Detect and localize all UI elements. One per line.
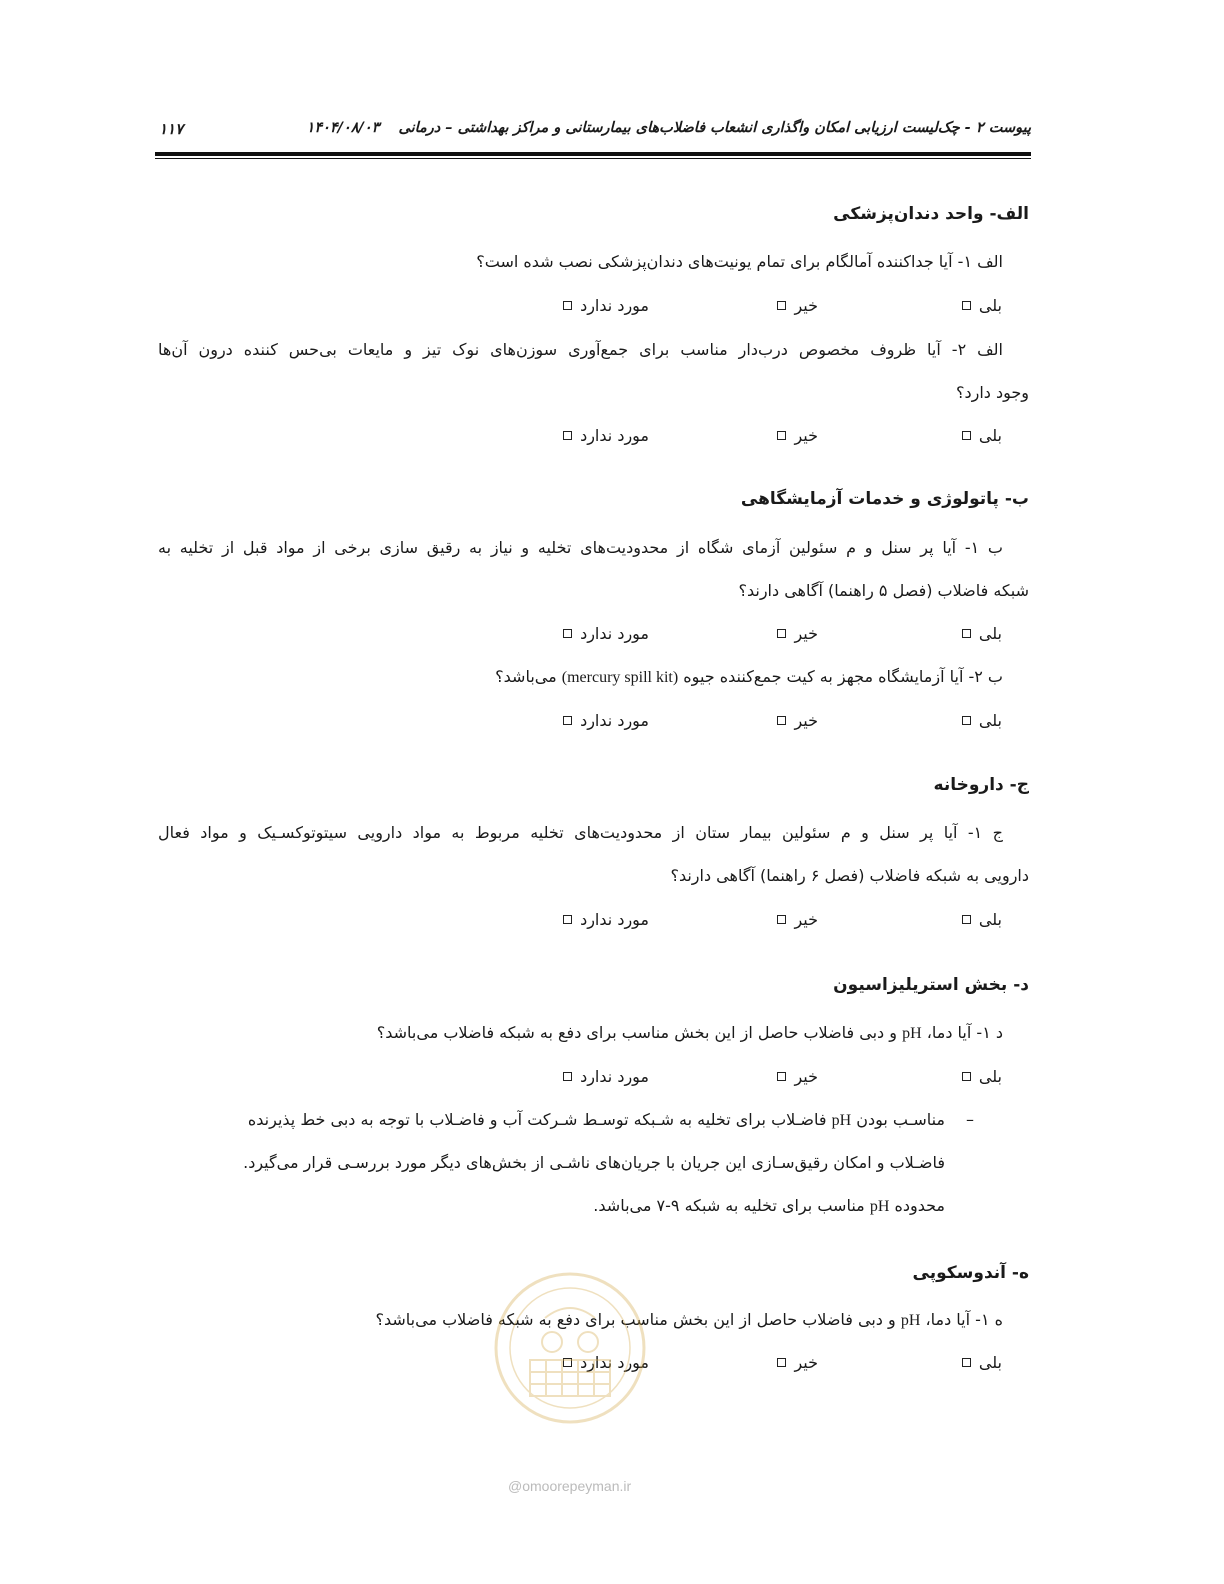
option-no-a1[interactable] <box>777 296 818 315</box>
question-e1 <box>376 1310 1004 1330</box>
option-no-a2[interactable] <box>777 426 818 445</box>
question-a2-line2: وجود دارد؟ <box>955 383 1029 402</box>
page-number: ۱۱۷ <box>159 120 184 138</box>
option-yes-c1[interactable] <box>962 910 1002 929</box>
section-d-heading: د- بخش استریلیزاسیون <box>833 975 1029 995</box>
option-yes-a1[interactable] <box>962 296 1002 315</box>
watermark-seal-icon <box>490 1268 650 1428</box>
option-no-d1[interactable] <box>777 1067 818 1086</box>
question-a1: الف ۱- آیا جداکننده آمالگام برای تمام یونیت‌های دندان‌پزشکی نصب شده است؟ <box>476 252 1003 271</box>
option-no-b1[interactable] <box>777 624 818 643</box>
question-d1-ph: pH <box>902 1025 922 1042</box>
note-d-line2: فاضـلاب و امکان رقیق‌سـازی این جریان با جریان‌های ناشـی از بخش‌های دیگر مورد بررسـی قرار می‌گیرد. <box>243 1153 945 1172</box>
question-b2-english: (mercury spill kit) <box>561 669 679 686</box>
header-rule-thin <box>155 158 1031 159</box>
watermark-text: @omoorepeyman.ir <box>508 1478 632 1494</box>
option-na-label: مورد ندارد <box>580 426 649 445</box>
option-na-label: مورد ندارد <box>580 1067 649 1086</box>
option-na-label: مورد ندارد <box>580 1353 649 1372</box>
note-d-line3-text: محدوده <box>894 1196 945 1215</box>
question-a2-line1: الف ۲- آیا ظروف مخصوص درب‌دار مناسب برای جمع‌آوری سوزن‌های نوک تیز و مایعات بی‌حس کننده درون آن‌ها <box>158 340 1004 359</box>
question-b1-line1: ب ۱- آیا پر سنل و م سئولین آزمای شگاه از محدودیت‌های تخلیه و نیاز به رقیق سازی برخی از مواد قبل از تخلیه به <box>158 538 1003 557</box>
section-e-heading: ه- آندوسکوپی <box>912 1263 1029 1283</box>
question-d1 <box>377 1023 1003 1043</box>
question-b2 <box>495 667 1003 687</box>
question-b2-text: ب ۲- آیا آزمایشگاه مجهز به کیت جمع‌کننده جیوه <box>683 667 1003 686</box>
option-na-c1[interactable] <box>563 910 649 929</box>
option-na-b1[interactable] <box>563 624 649 643</box>
header-date: ۱۴۰۴/۰۸/۰۳ <box>306 120 380 136</box>
checkbox-icon[interactable] <box>777 1072 786 1081</box>
note-d-line1-suffix: فاضـلاب برای تخلیه به شـبکه توسـط شـرکت آب و فاضـلاب با توجه به دبی خط پذیرنده <box>247 1110 827 1129</box>
checkbox-icon[interactable] <box>962 301 971 310</box>
option-na-label: مورد ندارد <box>580 296 649 315</box>
option-no-c1[interactable] <box>777 910 818 929</box>
option-yes-e1[interactable] <box>962 1353 1002 1372</box>
option-yes-d1[interactable] <box>962 1067 1002 1086</box>
question-e1-ph: pH <box>900 1312 921 1329</box>
section-c-heading: ج- داروخانه <box>933 775 1029 795</box>
checkbox-icon[interactable] <box>777 301 786 310</box>
checkbox-icon[interactable] <box>777 431 786 440</box>
option-na-label: مورد ندارد <box>580 910 649 929</box>
note-dash: – <box>966 1110 974 1129</box>
option-yes-label: بلی <box>978 426 1002 445</box>
checkbox-icon[interactable] <box>777 915 786 924</box>
question-e1-suffix: و دبی فاضلاب حاصل از این بخش مناسب برای دفع به شبکه فاضلاب می‌باشد؟ <box>375 1310 896 1329</box>
note-d-line1 <box>158 1110 945 1130</box>
checkbox-icon[interactable] <box>563 716 572 725</box>
option-na-a2[interactable] <box>563 426 649 445</box>
checkbox-icon[interactable] <box>563 431 572 440</box>
option-na-label: مورد ندارد <box>580 624 649 643</box>
note-d-line3-ph: pH <box>869 1198 890 1215</box>
header-title-text: پیوست ۲ - چک‌لیست ارزیابی امکان واگذاری انشعاب فاضلاب‌های بیمارستانی و مراکز بهداشتی – درمانی <box>398 120 1031 136</box>
question-b1-line2: شبکه فاضلاب (فصل ۵ راهنما) آگاهی دارند؟ <box>738 581 1029 600</box>
option-yes-a2[interactable] <box>962 426 1002 445</box>
checkbox-icon[interactable] <box>563 629 572 638</box>
question-d1-text: د ۱- آیا دما، <box>926 1023 1003 1042</box>
option-na-d1[interactable] <box>563 1067 649 1086</box>
section-b-heading: ب- پاتولوژی و خدمات آزمایشگاهی <box>740 489 1029 509</box>
checkbox-icon[interactable] <box>962 629 971 638</box>
question-c1-line2: دارویی به شبکه فاضلاب (فصل ۶ راهنما) آگاهی دارند؟ <box>670 866 1029 885</box>
checkbox-icon[interactable] <box>962 1072 971 1081</box>
option-no-label: خیر <box>794 711 818 730</box>
checkbox-icon[interactable] <box>563 1072 572 1081</box>
option-yes-label: بلی <box>978 1067 1002 1086</box>
option-yes-label: بلی <box>978 1353 1002 1372</box>
option-yes-label: بلی <box>978 296 1002 315</box>
option-yes-b2[interactable] <box>962 711 1002 730</box>
option-yes-label: بلی <box>978 624 1002 643</box>
checkbox-icon[interactable] <box>962 1358 971 1367</box>
question-d1-suffix: و دبی فاضلاب حاصل از این بخش مناسب برای دفع به شبکه فاضلاب می‌باشد؟ <box>376 1023 897 1042</box>
note-d-line3 <box>593 1196 945 1216</box>
option-no-label: خیر <box>794 1067 818 1086</box>
checkbox-icon[interactable] <box>962 431 971 440</box>
checkbox-icon[interactable] <box>777 716 786 725</box>
option-no-label: خیر <box>794 624 818 643</box>
checkbox-icon[interactable] <box>777 1358 786 1367</box>
option-no-e1[interactable] <box>777 1353 818 1372</box>
header-title <box>307 120 1031 136</box>
option-no-b2[interactable] <box>777 711 818 730</box>
checkbox-icon[interactable] <box>962 716 971 725</box>
option-na-a1[interactable] <box>563 296 649 315</box>
header-rule-thick <box>155 152 1031 156</box>
note-d-line1-ph: pH <box>831 1112 852 1129</box>
option-no-label: خیر <box>794 296 818 315</box>
option-no-label: خیر <box>794 426 818 445</box>
section-a-heading: الف- واحد دندان‌پزشکی <box>833 204 1029 224</box>
checkbox-icon[interactable] <box>563 301 572 310</box>
checkbox-icon[interactable] <box>962 915 971 924</box>
note-d-line1-text: مناسـب بودن <box>856 1110 945 1129</box>
option-yes-b1[interactable] <box>962 624 1002 643</box>
question-b2-suffix: می‌باشد؟ <box>495 667 557 686</box>
option-no-label: خیر <box>794 1353 818 1372</box>
question-c1-line1: ج ۱- آیا پر سنل و م سئولین بیمار ستان از محدودیت‌های تخلیه مربوط به مواد دارویی سیتوتوکسـیک و مواد فعال <box>158 823 1004 842</box>
option-na-label: مورد ندارد <box>580 711 649 730</box>
page-header <box>155 118 1031 148</box>
option-na-b2[interactable] <box>563 711 649 730</box>
option-yes-label: بلی <box>978 910 1002 929</box>
option-no-label: خیر <box>794 910 818 929</box>
note-d-line3-suffix: مناسب برای تخلیه به شبکه ۹-۷ می‌باشد. <box>593 1196 865 1215</box>
question-e1-text: ه ۱- آیا دما، <box>925 1310 1003 1329</box>
checkbox-icon[interactable] <box>563 915 572 924</box>
checkbox-icon[interactable] <box>777 629 786 638</box>
option-yes-label: بلی <box>978 711 1002 730</box>
